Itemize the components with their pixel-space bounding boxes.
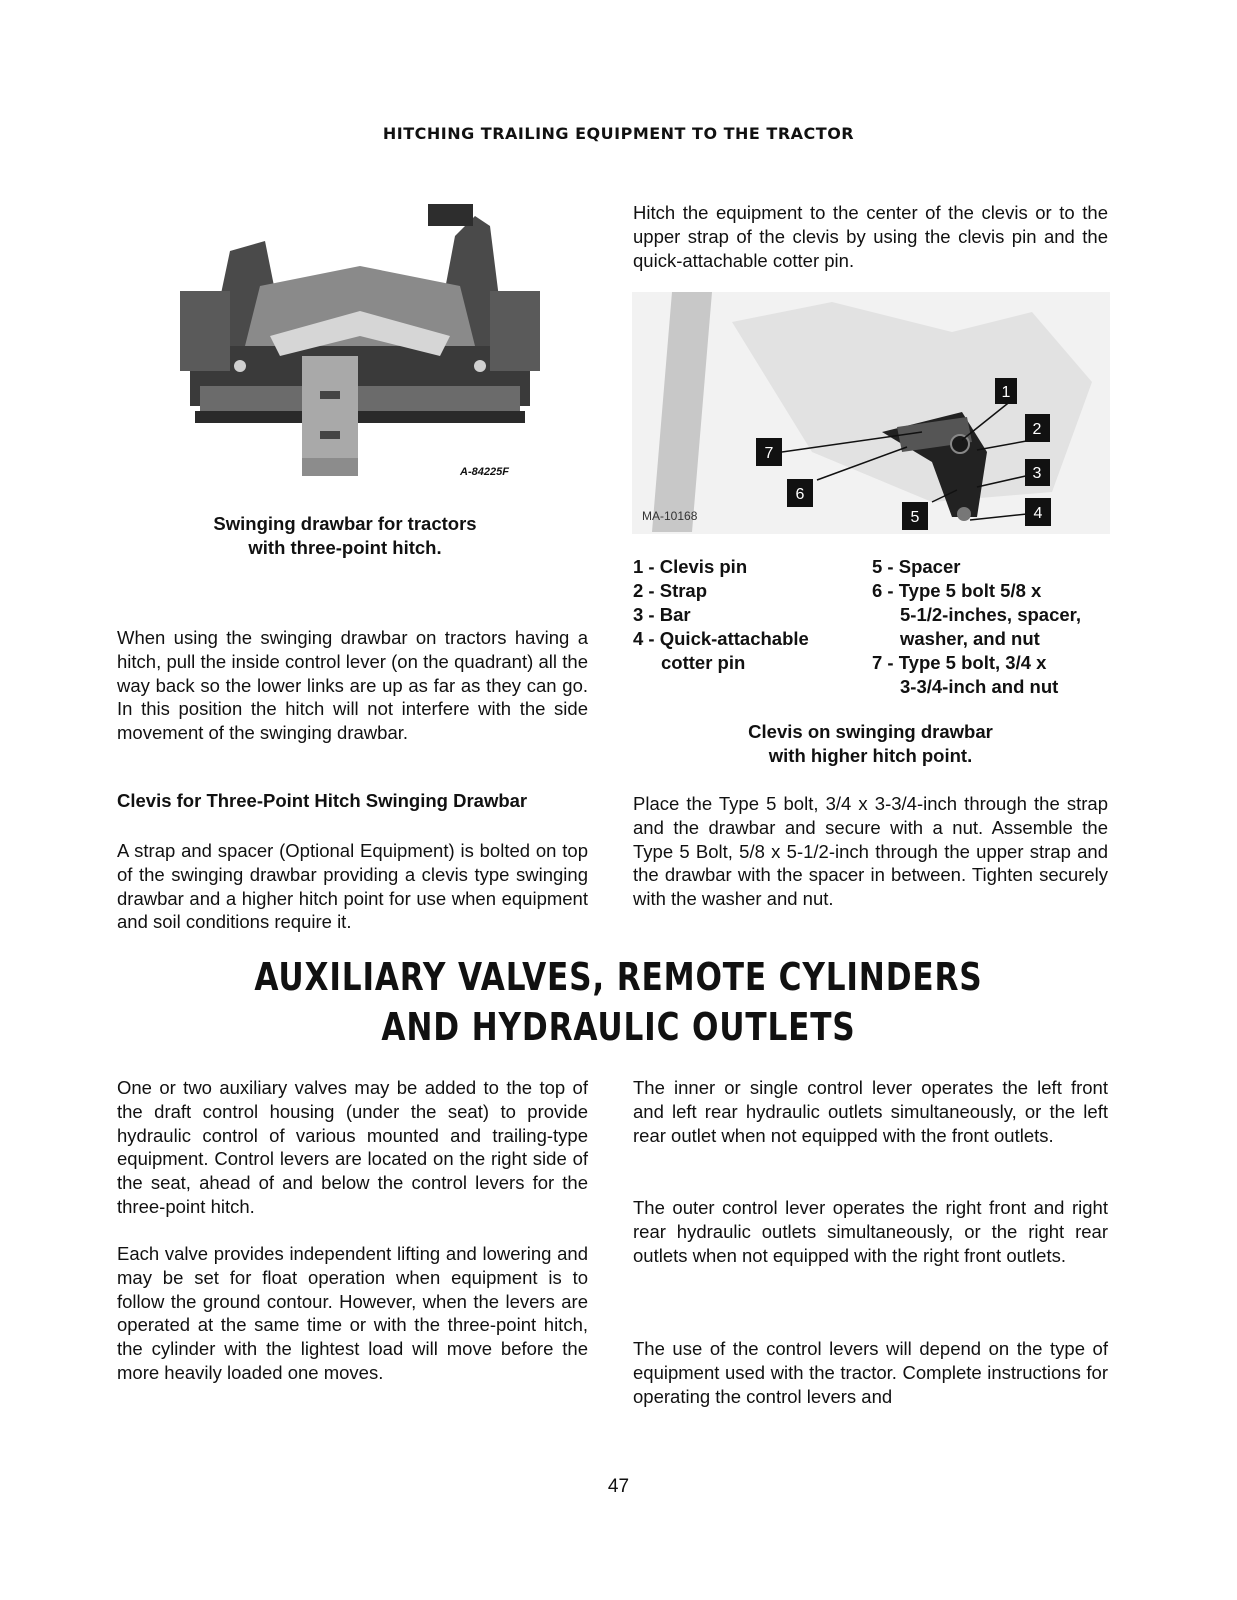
- auxiliary-valves-paragraph: One or two auxiliary valves may be added to the top of the draft control housing (under the seat) to provide hydraulic control of various mounted and trailing-type equipment. Control levers are located on the right side of the seat, ahead of and below the control levers for the three-point hitch.: [117, 1077, 588, 1217]
- legend-item: [872, 651, 1112, 699]
- legend-text-cont: 3-3/4-inch and nut: [900, 676, 1059, 697]
- outer-lever-paragraph: The outer control lever operates the right front and right rear hydraulic outlets simultaneously, or the right rear outlets when not equipped with the right front outlets.: [633, 1197, 1108, 1266]
- section-title-line: AUXILIARY VALVES, REMOTE CYLINDERS: [254, 955, 983, 999]
- legend-text: Strap: [659, 580, 708, 601]
- legend-text: Spacer: [898, 556, 961, 577]
- legend-text: Type 5 bolt, 3/4 x: [898, 652, 1047, 673]
- swinging-drawbar-figure: [170, 196, 550, 486]
- callout-number: 4: [1033, 505, 1043, 522]
- callout-1: [995, 378, 1017, 404]
- legend-text-cont: washer, and nut: [900, 628, 1040, 649]
- legend-num: 7 -: [872, 652, 894, 673]
- hitch-intro-paragraph: Hitch the equipment to the center of the clevis or to the upper strap of the clevis by using the clevis pin and the quick-attachable cotter pin.: [633, 202, 1108, 271]
- callout-7: [756, 438, 782, 466]
- page-header: HITCHING TRAILING EQUIPMENT TO THE TRACTOR: [382, 124, 855, 143]
- figure-caption-left: [150, 512, 540, 560]
- legend-right: [872, 555, 1112, 699]
- legend-item: [872, 579, 1112, 651]
- legend-item: [872, 555, 1112, 579]
- legend-item: [633, 555, 863, 579]
- inner-lever-paragraph: The inner or single control lever operates the left front and left rear hydraulic outlets simultaneously, or the left rear outlet when not equipped with the front outlets.: [633, 1077, 1108, 1146]
- caption-line: with higher hitch point.: [768, 745, 973, 766]
- legend-num: 6 -: [872, 580, 894, 601]
- legend-item: [633, 579, 863, 603]
- drawbar-usage-paragraph: When using the swinging drawbar on tractors having a hitch, pull the inside control lever (on the quadrant) all the way back so the lower links are up as far as they can go. In this position the hitch will not interfere with the side movement of the swinging drawbar.: [117, 627, 588, 744]
- figure-caption-right: [633, 720, 1108, 768]
- callout-number: 2: [1032, 421, 1042, 438]
- callout-2: [1025, 414, 1050, 442]
- legend-text: Clevis pin: [659, 556, 748, 577]
- clevis-illustration: [632, 292, 1110, 534]
- callout-number: 5: [910, 509, 920, 526]
- legend-num: 4 -: [633, 628, 655, 649]
- legend-num: 2 -: [633, 580, 655, 601]
- figure-code-left: A-84225F: [460, 466, 509, 478]
- legend-text-cont: cotter pin: [661, 652, 746, 673]
- strap-spacer-paragraph: A strap and spacer (Optional Equipment) is bolted on top of the swinging drawbar providing a clevis type swinging drawbar and a higher hitch point for use when equipment and soil conditions require it.: [117, 840, 588, 933]
- legend-left: [633, 555, 863, 675]
- section-title: [111, 952, 1125, 1052]
- legend-text: Type 5 bolt 5/8 x: [898, 580, 1042, 601]
- lever-usage-paragraph: The use of the control levers will depend on the type of equipment used with the tractor. Complete instructions for operating the control levers and: [633, 1338, 1108, 1407]
- figure-code-right: MA-10168: [642, 509, 698, 523]
- legend-num: 5 -: [872, 556, 894, 577]
- bolt-assembly-paragraph: Place the Type 5 bolt, 3/4 x 3-3/4-inch through the strap and the drawbar and secure with a nut. Assemble the Type 5 Bolt, 5/8 x 5-1/2-inch through the upper strap and the drawbar with the spacer in between. Tighten securely with the washer and nut.: [633, 793, 1108, 910]
- callout-number: 6: [795, 486, 805, 503]
- valve-operation-paragraph: Each valve provides independent lifting and lowering and may be set for float operation when equipment is to follow the ground contour. However, when the levers are operated at the same time or with the three-point hitch, the cylinder with the lightest load will move before the more heavily loaded one moves.: [117, 1243, 588, 1383]
- callout-number: 3: [1032, 465, 1042, 482]
- caption-line: with three-point hitch.: [248, 537, 442, 558]
- clevis-figure: [632, 292, 1110, 534]
- legend-text: Bar: [659, 604, 691, 625]
- caption-line: Swinging drawbar for tractors: [213, 513, 477, 534]
- legend-num: 1 -: [633, 556, 655, 577]
- caption-line: Clevis on swinging drawbar: [748, 721, 993, 742]
- callout-5: [902, 502, 928, 530]
- callout-3: [1025, 459, 1050, 486]
- callout-number: 1: [1001, 384, 1011, 401]
- legend-num: 3 -: [633, 604, 655, 625]
- callout-4: [1025, 498, 1051, 526]
- swinging-drawbar-illustration: [170, 196, 550, 486]
- clevis-subheading: Clevis for Three-Point Hitch Swinging Drawbar: [117, 790, 528, 811]
- callout-number: 7: [764, 445, 774, 462]
- legend-text-cont: 5-1/2-inches, spacer,: [900, 604, 1081, 625]
- legend-item: [633, 603, 863, 627]
- page-number: 47: [607, 1476, 630, 1497]
- legend-text: Quick-attachable: [659, 628, 809, 649]
- legend-item: [633, 627, 863, 675]
- callout-6: [787, 479, 813, 507]
- section-title-line: AND HYDRAULIC OUTLETS: [381, 1005, 856, 1049]
